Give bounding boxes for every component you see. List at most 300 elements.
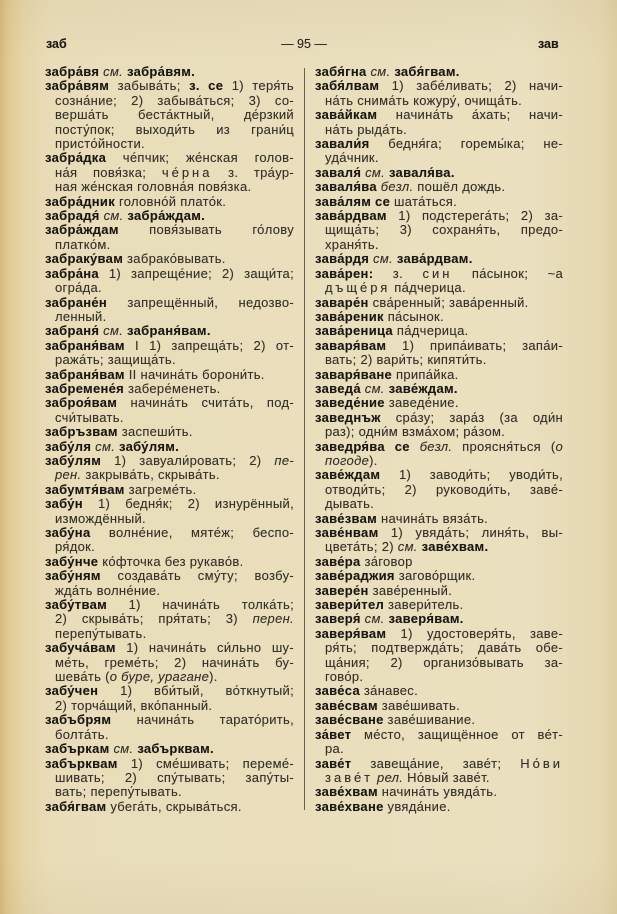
definition-text: платко́м. xyxy=(55,236,111,252)
column-right xyxy=(315,65,563,814)
definition-text: припа́йка. xyxy=(392,366,459,382)
entry-line xyxy=(45,699,294,713)
definition-text: на́я повя́зка; xyxy=(55,164,162,180)
dictionary-entry xyxy=(315,209,563,252)
definition-text: завеща́ние, заве́т; xyxy=(351,755,521,771)
entry-line xyxy=(45,339,294,353)
headword: забръзвам xyxy=(45,424,118,440)
dictionary-entry xyxy=(315,166,563,180)
entry-line xyxy=(45,137,294,151)
headword: забя́гна xyxy=(315,64,367,79)
dictionary-entry xyxy=(315,526,563,555)
definition-text: шивать; 2) спу́тывать; запу́ты- xyxy=(55,769,294,785)
definition-text: забере́менеть. xyxy=(124,380,221,396)
definition-text: заспеши́ть. xyxy=(117,424,193,440)
entry-line xyxy=(45,684,294,698)
headword: забра́вя xyxy=(45,64,100,79)
definition-text: заве́шивать. xyxy=(377,697,461,713)
entry-line xyxy=(45,223,294,237)
definition-text: па́дчерица. xyxy=(390,280,466,296)
cross-reference: забу́лям. xyxy=(119,438,180,454)
headword: завере́н xyxy=(315,582,369,598)
definition-text: ). xyxy=(209,669,218,685)
entry-line xyxy=(45,238,294,252)
headword: забра́на xyxy=(45,265,99,281)
headword: забра́дник xyxy=(45,193,116,209)
definition-text: вать; перепу́тывать. xyxy=(55,784,182,800)
usage-label: см. xyxy=(360,611,389,627)
headword: заведря́ва се xyxy=(315,438,410,454)
entry-line xyxy=(315,742,563,756)
headword: заваля́ xyxy=(315,164,362,180)
entry-line xyxy=(315,339,563,353)
headword: завали́я xyxy=(315,136,370,152)
headword: забране́н xyxy=(45,294,108,310)
headword: заве́ра xyxy=(315,553,361,569)
entry-line xyxy=(315,123,563,137)
usage-label: о буре, урагане xyxy=(109,669,210,685)
page-number: — 95 — xyxy=(281,37,327,51)
entry-line xyxy=(45,368,294,382)
entry-line xyxy=(45,425,294,439)
definition-text: храня́ть. xyxy=(325,236,379,252)
headword: заве́свам xyxy=(315,697,378,713)
headword: зава́рен: xyxy=(315,265,374,281)
headword: заве́т xyxy=(315,755,352,771)
entry-line xyxy=(315,310,563,324)
entry-line xyxy=(315,353,563,367)
definition-text: запрещённый, недозво- xyxy=(107,294,294,310)
definition-text: 1) сме́шивать; переме́- xyxy=(117,755,294,771)
headword: заброя́вам xyxy=(45,395,118,411)
definition-text: 1) теря́ть xyxy=(223,78,294,94)
usage-label: безл. xyxy=(409,438,453,454)
entry-line xyxy=(45,151,294,165)
cross-reference: забра́вям. xyxy=(126,64,196,79)
dictionary-entry xyxy=(315,584,563,598)
usage-label: см. xyxy=(99,323,128,339)
entry-line xyxy=(315,195,563,209)
definition-text: цвета́ть; 2) xyxy=(325,539,398,555)
entry-line xyxy=(315,540,563,554)
entry-line xyxy=(45,353,294,367)
entry-line xyxy=(45,526,294,540)
entry-line xyxy=(45,108,294,122)
headword: забъбрям xyxy=(45,712,112,728)
entry-line xyxy=(45,310,294,324)
entry-line xyxy=(315,670,563,684)
definition-text: 1) начина́ть толка́ть; xyxy=(107,597,294,613)
entry-line xyxy=(315,641,563,655)
definition-text: ко́фточка без рукаво́в. xyxy=(98,553,244,569)
definition-text: ща́ния; 2) организо́вывать за- xyxy=(325,654,563,670)
usage-label: см. xyxy=(366,64,395,79)
entry-line xyxy=(315,267,563,281)
headword: заведе́ние xyxy=(315,395,385,411)
headword: заве́хване xyxy=(315,798,384,814)
dictionary-entry xyxy=(315,339,563,368)
definition-text: сва́ренный; зава́ренный. xyxy=(368,294,529,310)
dictionary-entry xyxy=(45,79,294,151)
definition-text: за́навес. xyxy=(360,683,419,699)
definition-text: па́дчерица. xyxy=(392,323,469,339)
definition-text: 2) торча́щий, вко́панный. xyxy=(55,697,213,713)
spaced-phrase: заве́т xyxy=(325,769,374,785)
headword: заведа́ xyxy=(315,380,361,396)
cross-reference: заве́ждам. xyxy=(388,380,458,396)
definition-text: 1) удостоверя́ть, заве- xyxy=(386,625,563,641)
entry-line xyxy=(45,497,294,511)
dictionary-entry xyxy=(315,800,563,814)
headword: забраня́вам xyxy=(45,366,125,382)
entry-line xyxy=(315,627,563,641)
entry-line xyxy=(315,699,563,713)
definition-text: 2) скрыва́ть; пря́тать; 3) xyxy=(55,611,253,627)
entry-line xyxy=(315,137,563,151)
entry-line xyxy=(315,454,563,468)
dictionary-entry xyxy=(315,310,563,324)
entry-line xyxy=(45,771,294,785)
entry-line xyxy=(315,483,563,497)
entry-line xyxy=(315,223,563,237)
dictionary-entry xyxy=(315,713,563,727)
entry-line xyxy=(315,166,563,180)
dictionary-entry xyxy=(315,195,563,209)
definition-text: 1) заводи́ть; уводи́ть, xyxy=(380,467,563,483)
definition-text: загреме́ть. xyxy=(124,481,197,497)
definition-text: ). xyxy=(369,452,378,468)
headword: забраня́вам xyxy=(45,337,125,353)
dictionary-entry xyxy=(315,699,563,713)
definition-text: посту́пок; выходи́ть из грани́ц xyxy=(55,121,294,137)
definition-text: забрако́вывать. xyxy=(123,251,226,267)
spaced-phrase: дъще́ря xyxy=(325,280,391,296)
dictionary-entry xyxy=(45,684,294,713)
dictionary-entry xyxy=(45,368,294,382)
entry-line xyxy=(45,296,294,310)
entry-line xyxy=(45,267,294,281)
headword: заваля́ва xyxy=(315,179,377,195)
dictionary-entry xyxy=(315,569,563,583)
headword: заваре́н xyxy=(315,294,369,310)
definition-text: жда́ть волне́ние. xyxy=(55,582,161,598)
definition-text: ленный. xyxy=(55,308,107,324)
definition-text: заве́шивание. xyxy=(383,712,476,728)
headword: зава́йкам xyxy=(315,107,378,123)
headword: забра́дка xyxy=(45,150,107,166)
entry-line xyxy=(45,728,294,742)
entry-line xyxy=(315,151,563,165)
entry-line xyxy=(45,195,294,209)
entry-line xyxy=(315,612,563,626)
definition-text: II начина́ть борони́ть. xyxy=(124,366,265,382)
entry-line xyxy=(315,684,563,698)
dictionary-entry xyxy=(315,598,563,612)
entry-line xyxy=(315,468,563,482)
headword: забремене́я xyxy=(45,380,125,396)
dictionary-entry xyxy=(45,195,294,209)
headword: забу́н xyxy=(45,496,83,512)
usage-label: см. xyxy=(360,380,389,396)
headword: забу́на xyxy=(45,525,91,540)
entry-line xyxy=(45,166,294,180)
headword: зава́реница xyxy=(315,323,393,339)
definition-text: болта́ть. xyxy=(55,726,109,742)
headword: зава́рдя xyxy=(315,251,370,267)
definition-text: на́ть снима́ть кожуру́, очища́ть. xyxy=(325,92,523,108)
cross-reference: забра́ждам. xyxy=(127,208,206,224)
entry-line xyxy=(315,238,563,252)
dictionary-entry xyxy=(45,267,294,296)
entry-line xyxy=(45,180,294,194)
dictionary-entry xyxy=(315,382,563,396)
dictionary-entry xyxy=(45,497,294,526)
usage-label: погоде xyxy=(325,452,370,468)
entry-line xyxy=(45,800,294,814)
entry-line xyxy=(315,555,563,569)
headword: забу́лям xyxy=(45,452,102,468)
usage-label: см. xyxy=(361,164,389,180)
dictionary-entry xyxy=(315,79,563,108)
headword: зава́рдвам xyxy=(315,208,387,224)
definition-text: 1) увяда́ть; линя́ть, вы- xyxy=(378,525,563,540)
headword: заве́хвам xyxy=(315,784,378,800)
usage-label: см. xyxy=(91,438,120,454)
headword: заверя́вам xyxy=(315,625,387,641)
cross-reference: забърквам. xyxy=(137,741,214,757)
entry-line xyxy=(45,612,294,626)
entry-line xyxy=(45,252,294,266)
definition-text: начина́ть увяда́ть. xyxy=(377,784,498,800)
headword: забумтя́вам xyxy=(45,481,125,497)
dictionary-entry xyxy=(45,65,294,79)
dictionary-entry xyxy=(315,728,563,757)
definition-text: гово́р. xyxy=(325,669,364,685)
usage-label: рел. xyxy=(373,769,404,785)
dictionary-entry xyxy=(315,468,563,511)
dictionary-entry xyxy=(45,483,294,497)
definition-text: 1) вби́тый, во́ткнутый; xyxy=(98,683,294,699)
definition-text: повя́зывать го́лову xyxy=(118,222,294,238)
definition-text: пошёл дождь. xyxy=(413,179,506,195)
entry-line xyxy=(315,94,563,108)
guide-word-right: зав xyxy=(538,37,559,51)
entry-line xyxy=(45,641,294,655)
entry-line xyxy=(315,108,563,122)
cross-reference: забраня́вам. xyxy=(127,323,211,339)
headword: заве́раджия xyxy=(315,568,395,584)
definition-text: ра. xyxy=(325,741,344,757)
dictionary-entry xyxy=(45,555,294,569)
definition-text: з. тра́ур- xyxy=(212,164,295,180)
definition-text: бедня́га; горемы́ка; не- xyxy=(369,136,563,152)
headword: забра́вям xyxy=(45,78,110,94)
headword: забу́ням xyxy=(45,568,101,584)
usage-label: см. xyxy=(109,741,138,757)
dictionary-entry xyxy=(315,180,563,194)
entry-line xyxy=(45,454,294,468)
spaced-phrase: син xyxy=(422,265,453,281)
entry-line xyxy=(45,324,294,338)
entry-line xyxy=(315,569,563,583)
headword: заваря́вам xyxy=(315,337,387,353)
definition-text: за́говор xyxy=(360,553,413,569)
entry-line xyxy=(315,440,563,454)
definition-text: перепу́тывать. xyxy=(55,625,147,641)
dictionary-entry xyxy=(315,296,563,310)
definition-text: 1) подстерега́ть; 2) за- xyxy=(386,208,563,224)
entry-line xyxy=(45,757,294,771)
entry-line xyxy=(45,742,294,756)
definition-text: че́пчик; же́нская голов- xyxy=(106,150,294,166)
definition-text: дывать. xyxy=(325,496,375,512)
dictionary-entry xyxy=(315,65,563,79)
entry-line xyxy=(45,411,294,425)
definition-text: забыва́ть; xyxy=(109,78,190,94)
headword: заве́звам xyxy=(315,510,378,526)
definition-text: заве́ренный. xyxy=(368,582,453,598)
dictionary-entry xyxy=(45,454,294,483)
dictionary-entry xyxy=(45,296,294,325)
definition-text: отводи́ть; 2) руководи́ть, заве́- xyxy=(325,481,563,497)
dictionary-entry xyxy=(45,339,294,368)
definition-text: ря́док. xyxy=(55,539,96,555)
dictionary-entry xyxy=(45,324,294,338)
definition-text: з. xyxy=(373,265,423,281)
definition-text: сра́зу; зара́з (за оди́н xyxy=(380,409,563,425)
headword: забърквам xyxy=(45,755,118,771)
entry-line xyxy=(45,123,294,137)
definition-text: 1) завуали́ровать; 2) xyxy=(101,452,275,468)
entry-line xyxy=(315,728,563,742)
definition-text: начина́ть тарато́рить, xyxy=(111,712,294,728)
definition-text: измождённый. xyxy=(55,510,146,526)
definition-text: 1) запреще́ние; 2) защи́та; xyxy=(98,265,294,281)
entry-line xyxy=(45,598,294,612)
headword: заве́сване xyxy=(315,712,384,728)
cross-reference: заверя́вам. xyxy=(388,611,464,627)
entry-line xyxy=(315,382,563,396)
entry-line xyxy=(315,800,563,814)
entry-line xyxy=(315,209,563,223)
entry-line xyxy=(45,656,294,670)
definition-text: загово́рщик. xyxy=(394,568,476,584)
entry-line xyxy=(315,180,563,194)
usage-label: см. xyxy=(369,251,397,267)
definition-text: па́сынок; ~а xyxy=(452,265,563,281)
usage-label: безл. xyxy=(376,179,414,195)
column-divider xyxy=(304,68,305,810)
entry-line xyxy=(315,598,563,612)
entry-line xyxy=(315,656,563,670)
dictionary-entry xyxy=(315,512,563,526)
cross-reference: зава́рдвам. xyxy=(396,251,473,267)
entry-line xyxy=(315,296,563,310)
dictionary-entry xyxy=(45,569,294,598)
entry-line xyxy=(315,497,563,511)
dictionary-entry xyxy=(315,627,563,685)
definition-text: на́ть рыда́ть. xyxy=(325,121,408,137)
dictionary-entry xyxy=(315,252,563,266)
definition-text: ря́ть; подтвержда́ть; дава́ть обе- xyxy=(325,640,563,656)
entry-line xyxy=(45,584,294,598)
entry-line xyxy=(45,512,294,526)
dictionary-entry xyxy=(315,324,563,338)
definition-text: 1) бедня́к; 2) изнурённый, xyxy=(82,496,294,512)
dictionary-entry xyxy=(315,108,563,137)
definition-text: завери́тель. xyxy=(384,597,464,613)
definition-text: головно́й плато́к. xyxy=(115,193,227,209)
definition-text: проясня́ться ( xyxy=(452,438,556,454)
entry-line xyxy=(45,440,294,454)
entry-line xyxy=(315,584,563,598)
dictionary-entry xyxy=(315,555,563,569)
entry-line xyxy=(45,396,294,410)
dictionary-entry xyxy=(315,440,563,469)
column-left xyxy=(45,65,294,814)
dictionary-entry xyxy=(45,526,294,555)
headword: забу́ля xyxy=(45,438,92,454)
headword: забрадя́ xyxy=(45,208,100,224)
entry-line xyxy=(45,79,294,93)
dictionary-entry xyxy=(315,411,563,440)
headword: заве́са xyxy=(315,683,360,699)
definition-text: I 1) запреща́ть; 2) от- xyxy=(124,337,294,353)
cross-reference: з. се xyxy=(189,78,224,94)
headword: заверя́ xyxy=(315,611,361,627)
dictionary-entry xyxy=(45,396,294,425)
definition-text: начина́ть счита́ть, под- xyxy=(117,395,294,411)
entry-line xyxy=(315,713,563,727)
definition-text: волне́ние, мяте́ж; беспо- xyxy=(90,525,294,540)
usage-label: рен. xyxy=(55,467,82,483)
definition-text: начина́ть вяза́ть. xyxy=(377,510,489,526)
headword: заве́ждам xyxy=(315,467,381,483)
definition-text: раз); одни́м взма́хом; ра́зом. xyxy=(325,424,506,440)
dictionary-entry xyxy=(45,425,294,439)
dictionary-entry xyxy=(45,641,294,684)
headword: забуча́вам xyxy=(45,640,116,656)
dictionary-entry xyxy=(315,612,563,626)
dictionary-entry xyxy=(315,396,563,410)
entry-line xyxy=(315,368,563,382)
headword: заведнъж xyxy=(315,409,381,425)
entry-line xyxy=(45,382,294,396)
headword: забраня́ xyxy=(45,323,100,339)
usage-label: пе- xyxy=(274,452,294,468)
dictionary-entry xyxy=(315,684,563,698)
dictionary-entry xyxy=(315,785,563,799)
dictionary-entry xyxy=(45,252,294,266)
entry-line xyxy=(315,252,563,266)
usage-label: см. xyxy=(99,64,127,79)
spaced-phrase: Но́ви xyxy=(520,755,563,771)
entry-line xyxy=(45,209,294,223)
definition-text: огра́да. xyxy=(55,280,102,296)
definition-text: создава́ть сму́ту; возбу- xyxy=(100,568,294,584)
headword: зава́лям се xyxy=(315,193,391,209)
entry-line xyxy=(315,785,563,799)
spaced-phrase: че́рна xyxy=(161,164,213,180)
definition-text: ме́ть, греме́ть; 2) начина́ть бу- xyxy=(55,654,294,670)
entry-line xyxy=(315,512,563,526)
cross-reference: заве́хвам. xyxy=(421,539,489,555)
dictionary-entry xyxy=(45,598,294,641)
entry-line xyxy=(315,324,563,338)
definition-text: убега́ть, скрыва́ться. xyxy=(106,798,242,814)
definition-text: ная же́нская головна́я повя́зка. xyxy=(55,179,252,195)
definition-text: закрыва́ть, скрыва́ть. xyxy=(81,467,220,483)
